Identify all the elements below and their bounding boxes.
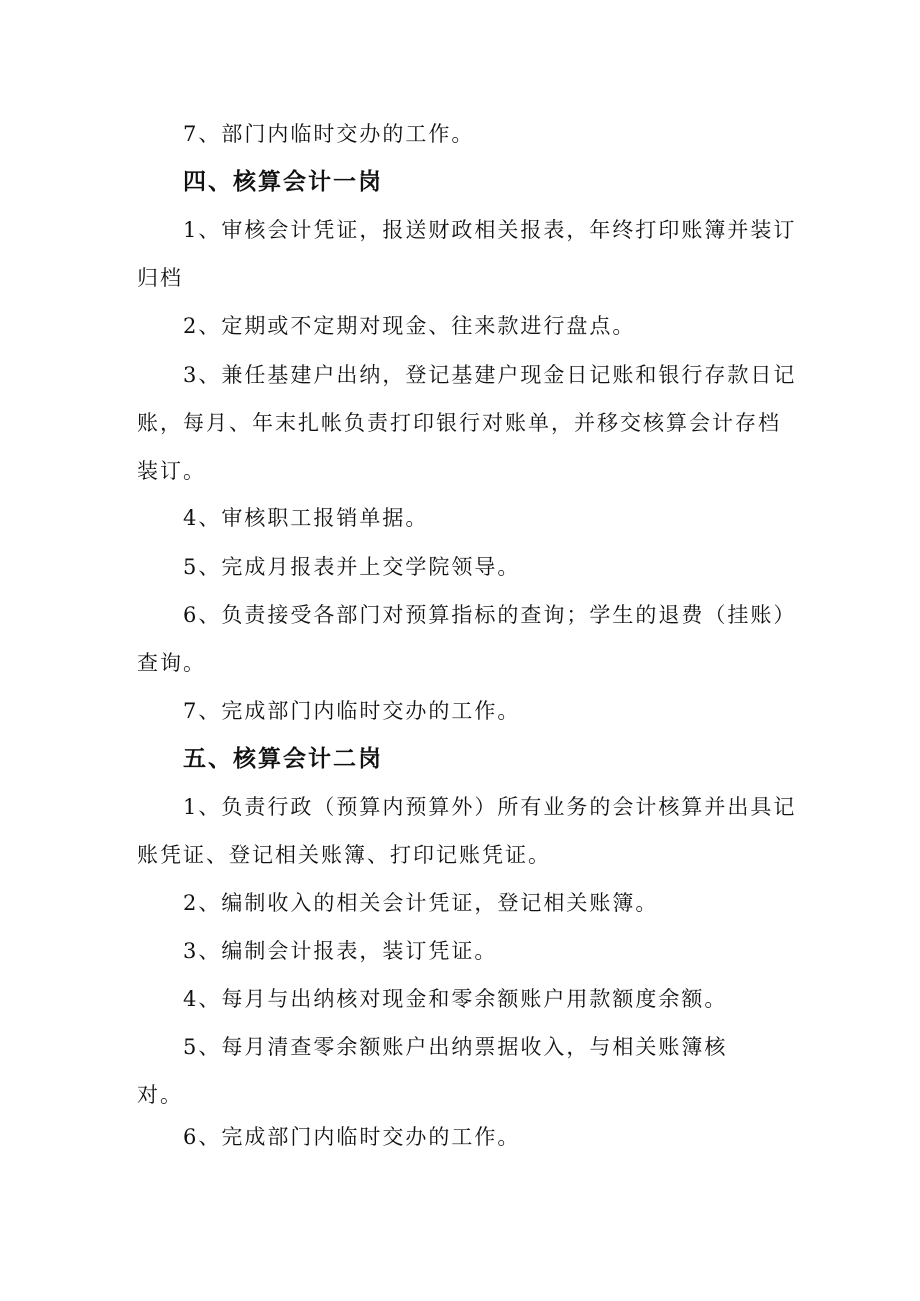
section-heading-4: 四、核算会计一岗	[183, 169, 383, 195]
section4-item-3: 3、兼任基建户出纳，登记基建户现金日记账和银行存款日记账，每月、年末扎帐负责打印银行对账单，并移交核算会计存档装订。	[137, 363, 797, 483]
section5-item-5: 5、每月清查零余额账户出纳票据收入，与相关账簿核对。	[137, 1035, 728, 1107]
section5-item-1: 1、负责行政（预算内预算外）所有业务的会计核算并出具记账凭证、登记相关账簿、打印记账凭证。	[137, 795, 797, 867]
section-heading-5: 五、核算会计二岗	[183, 746, 383, 772]
section5-item-3: 3、编制会计报表，装订凭证。	[183, 939, 498, 963]
section5-item-6: 6、完成部门内临时交办的工作。	[183, 1125, 521, 1149]
section4-item-2: 2、定期或不定期对现金、往来款进行盘点。	[183, 314, 636, 338]
section5-item-4: 4、每月与出纳核对现金和零余额账户用款额度余额。	[183, 987, 728, 1011]
section5-item-2: 2、编制收入的相关会计凭证，登记相关账簿。	[183, 891, 659, 915]
section4-item-6: 6、负责接受各部门对预算指标的查询；学生的退费（挂账）查询。	[137, 603, 797, 675]
section4-item-1: 1、审核会计凭证，报送财政相关报表，年终打印账簿并装订归档	[137, 218, 797, 290]
paragraph-item-7-prev: 7、部门内临时交办的工作。	[183, 122, 475, 146]
section4-item-5: 5、完成月报表并上交学院领导。	[183, 555, 521, 579]
section4-item-7: 7、完成部门内临时交办的工作。	[183, 699, 521, 723]
section4-item-4: 4、审核职工报销单据。	[183, 506, 429, 530]
